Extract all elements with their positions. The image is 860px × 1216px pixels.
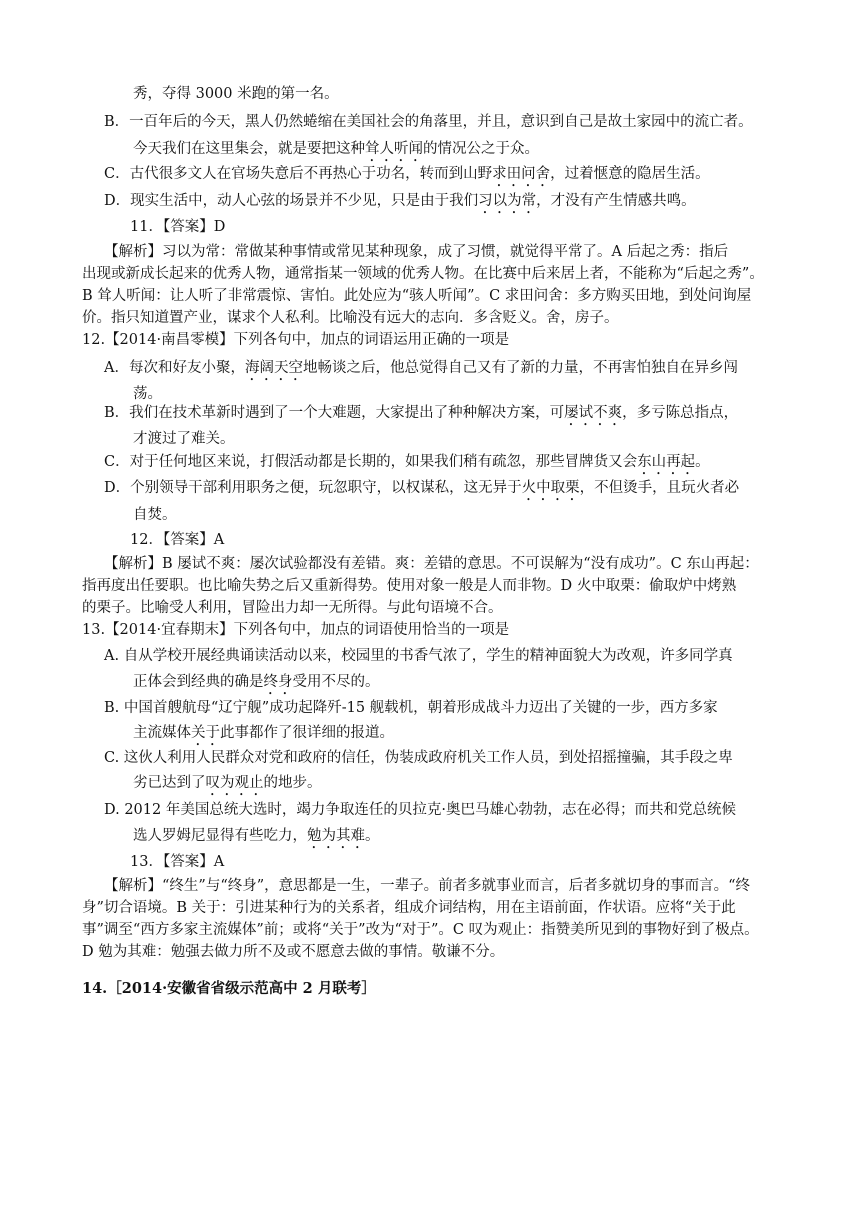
dotted-phrase: 习以为常	[478, 193, 537, 209]
option-d: D．现实生活中，动人心弦的场景并不少见，只是由于我们习以为常，才没有产生情感共鸣。	[104, 193, 696, 209]
text-line: 荡。	[133, 386, 162, 402]
analysis-line: 事”调至“西方多家主流媒体”前；或将“关于”改为“对于”。C 叹为观止：指赞美所见到的事物好到了极点。	[82, 922, 759, 938]
dotted-phrase: 海阔天空	[244, 360, 303, 376]
analysis-line: 出现或新成长起来的优秀人物，通常指某一领域的优秀人物。在比赛中后来居上者，不能称为“后起之秀”。	[82, 266, 764, 282]
text-line: 才渡过了难关。	[133, 431, 235, 447]
question-12-title: 12.【2014·南昌零模】下列各句中，加点的词语运用正确的一项是	[82, 332, 510, 348]
dotted-phrase: 屡试不爽	[564, 405, 623, 421]
text-line: 正体会到经典的确是终身受用不尽的。	[133, 674, 380, 690]
text-line: 选人罗姆尼显得有些吃力，勉为其难。	[133, 828, 380, 844]
option-b: B．一百年后的今天，黑人仍然蜷缩在美国社会的角落里，并且，意识到自己是故土家园中的流亡者。	[104, 114, 753, 130]
dotted-phrase: 耸人听闻	[365, 141, 423, 157]
text-line: 劣已达到了叹为观止的地步。	[133, 775, 322, 791]
option-c: C．古代很多文人在官场失意后不再热心于功名，转而到山野求田问舍，过着惬意的隐居生活。	[104, 166, 710, 182]
option-b: B．我们在技术革新时遇到了一个大难题，大家提出了种种解决方案，可屡试不爽，多亏陈总指点，	[104, 405, 739, 421]
answer-line: 11．【答案】D	[130, 219, 226, 235]
question-14-title: 14.［2014·安徽省省级示范高中 2 月联考］	[82, 980, 376, 997]
analysis-line: 【解析】习以为常：常做某种事情或常见某种现象，成了习惯，就觉得平常了。A 后起之秀：指后	[104, 244, 729, 260]
analysis-line: D 勉为其难：勉强去做力所不及或不愿意去做的事情。敬谦不分。	[82, 944, 505, 960]
option-d: D．个别领导干部利用职务之便，玩忽职守，以权谋私，这无异于火中取栗，不但烫手，且玩火者必	[104, 480, 740, 496]
text-line: 秀，夺得 3000 米跑的第一名。	[133, 86, 339, 102]
analysis-line: 的栗子。比喻受人利用，冒险出力却一无所得。与此句语境不合。	[82, 600, 503, 616]
analysis-line: B 耸人听闻：让人听了非常震惊、害怕。此处应为“骇人听闻”。C 求田问舍：多方购买田地，到处问询屋	[82, 288, 752, 304]
option-b: B. 中国首艘航母“辽宁舰”成功起降歼-15 舰载机，朝着形成战斗力迈出了关键的一步，西方多家	[104, 700, 718, 716]
dotted-phrase: 关于	[191, 725, 220, 741]
answer-line: 13．【答案】A	[130, 854, 225, 870]
dotted-phrase: 东山再起	[637, 454, 696, 470]
dotted-phrase: 求田问舍	[492, 166, 551, 182]
option-a: A．每次和好友小聚，海阔天空地畅谈之后，他总觉得自己又有了新的力量，不再害怕独自在异乡闯	[104, 360, 738, 376]
option-c: C．对于任何地区来说，打假活动都是长期的，如果我们稍有疏忽，那些冒牌货又会东山再起。	[104, 454, 710, 470]
answer-line: 12．【答案】A	[130, 532, 225, 548]
option-a: A. 自从学校开展经典诵读活动以来，校园里的书香气浓了，学生的精神面貌大为改观，许多同学真	[104, 648, 733, 664]
dotted-phrase: 叹为观止	[205, 775, 264, 791]
analysis-line: 价。指只知道置产业，谋求个人私利。比喻没有远大的志向．多含贬义。舍，房子。	[82, 310, 619, 326]
analysis-line: 【解析】“终生”与“终身”，意思都是一生，一辈子。前者多就事业而言，后者多就切身的事而言。“终	[104, 878, 751, 894]
text-line: 今天我们在这里集会，就是要把这种耸人听闻的情况公之于众。	[133, 141, 539, 157]
dotted-phrase: 终身	[263, 674, 293, 690]
text-line: 主流媒体关于此事都作了很详细的报道。	[133, 725, 394, 741]
analysis-line: 【解析】B 屡试不爽：屡次试验都没有差错。爽：差错的意思。不可误解为“没有成功”。C 东山再起：	[104, 556, 759, 572]
text-line: 自焚。	[133, 507, 177, 523]
dotted-phrase: 火中取栗	[521, 480, 580, 496]
option-d: D. 2012 年美国总统大选时，竭力争取连任的贝拉克·奥巴马雄心勃勃，志在必得；而共和党总统候	[104, 802, 736, 818]
analysis-line: 身”切合语境。B 关于：引进某种行为的关系者，组成介词结构，用在主语前面，作状语。应将“关于此	[82, 900, 736, 916]
option-c: C. 这伙人利用人民群众对党和政府的信任，伪装成政府机关工作人员，到处招摇撞骗，其手段之卑	[104, 750, 733, 766]
dotted-phrase: 勉为其难	[307, 828, 365, 844]
analysis-line: 指再度出任要职。也比喻失势之后又重新得势。使用对象一般是人而非物。D 火中取栗：偷取炉中烤熟	[82, 578, 737, 594]
question-13-title: 13.【2014·宜春期末】下列各句中，加点的词语使用恰当的一项是	[82, 622, 510, 638]
